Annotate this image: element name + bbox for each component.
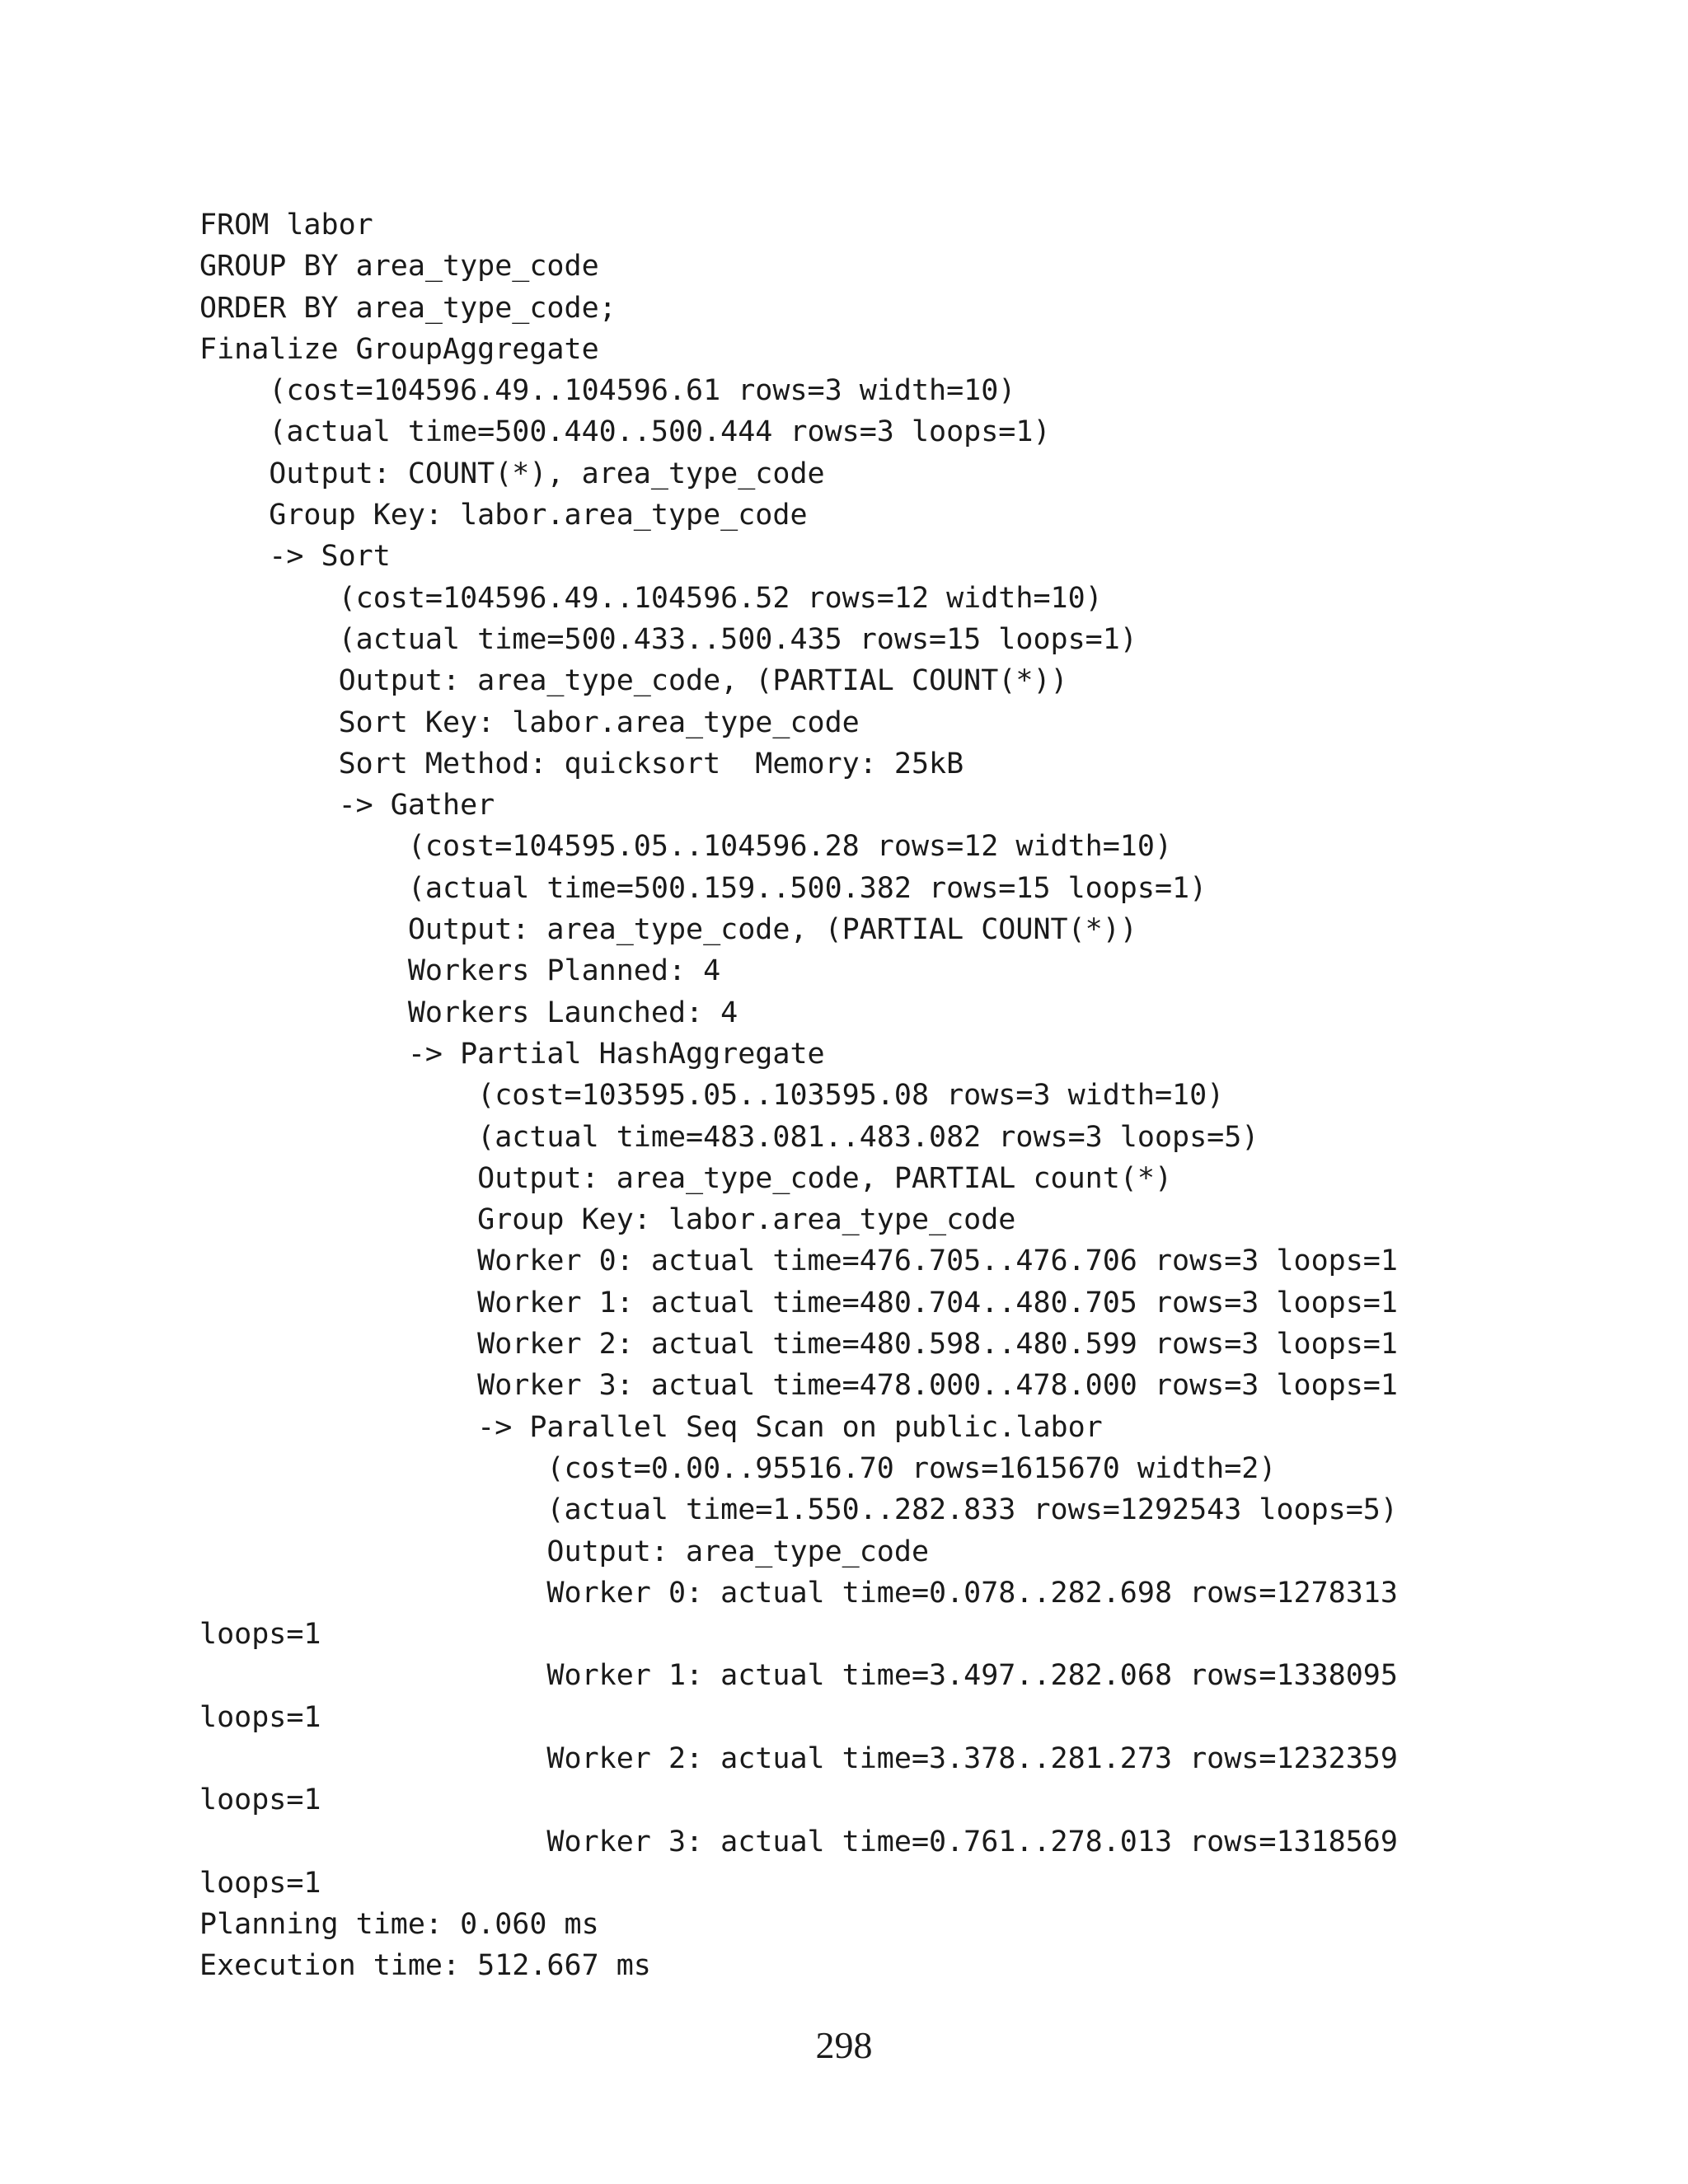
code-line: Worker 1: actual time=3.497..282.068 rows=1338095 [199, 1659, 1398, 1693]
code-line: (actual time=500.433..500.435 rows=15 loops=1) [199, 622, 1137, 656]
code-line: Workers Planned: 4 [199, 954, 721, 988]
code-line: Worker 3: actual time=0.761..278.013 rows=1318569 [199, 1825, 1398, 1858]
code-line: Output: area_type_code, (PARTIAL COUNT(*)) [199, 664, 1068, 698]
code-line: loops=1 [199, 1866, 321, 1900]
code-line: (cost=104596.49..104596.61 rows=3 width=10) [199, 374, 1016, 408]
code-line: (cost=104595.05..104596.28 rows=12 width=10) [199, 830, 1173, 864]
code-line: -> Gather [199, 789, 495, 823]
code-line: -> Parallel Seq Scan on public.labor [199, 1410, 1103, 1444]
code-line: Workers Launched: 4 [199, 996, 738, 1029]
code-line: (cost=104596.49..104596.52 rows=12 width=10) [199, 581, 1103, 615]
code-line: Finalize GroupAggregate [199, 332, 599, 366]
code-line: -> Partial HashAggregate [199, 1037, 825, 1071]
code-line: Group Key: labor.area_type_code [199, 499, 808, 532]
code-line: Sort Key: labor.area_type_code [199, 705, 860, 739]
code-line: Worker 0: actual time=0.078..282.698 rows=1278313 [199, 1576, 1398, 1610]
code-line: Output: COUNT(*), area_type_code [199, 457, 825, 490]
code-line: (cost=103595.05..103595.08 rows=3 width=10) [199, 1079, 1225, 1113]
code-line: Group Key: labor.area_type_code [199, 1203, 1016, 1237]
code-line: Worker 0: actual time=476.705..476.706 rows=3 loops=1 [199, 1244, 1398, 1278]
code-line: (cost=0.00..95516.70 rows=1615670 width=2) [199, 1451, 1277, 1485]
query-plan-code-block [199, 204, 1398, 1987]
code-line: loops=1 [199, 1700, 321, 1734]
code-line: (actual time=500.440..500.444 rows=3 loops=1) [199, 415, 1051, 449]
code-line: FROM labor [199, 209, 373, 241]
code-line: loops=1 [199, 1618, 321, 1652]
code-line: ORDER BY area_type_code; [199, 291, 617, 325]
code-line: Planning time: 0.060 ms [199, 1908, 599, 1942]
code-line: (actual time=1.550..282.833 rows=1292543 loops=5) [199, 1493, 1398, 1527]
code-line: loops=1 [199, 1783, 321, 1817]
code-line: Worker 2: actual time=480.598..480.599 rows=3 loops=1 [199, 1328, 1398, 1361]
page-number: 298 [815, 2024, 873, 2066]
code-line: Sort Method: quicksort Memory: 25kB [199, 747, 964, 780]
code-line: Worker 3: actual time=478.000..478.000 rows=3 loops=1 [199, 1369, 1398, 1403]
code-line: Output: area_type_code, PARTIAL count(*) [199, 1161, 1173, 1195]
code-line: Worker 1: actual time=480.704..480.705 rows=3 loops=1 [199, 1286, 1398, 1319]
code-line: (actual time=500.159..500.382 rows=15 loops=1) [199, 871, 1207, 905]
code-line: Output: area_type_code [199, 1535, 930, 1568]
code-line: Worker 2: actual time=3.378..281.273 rows=1232359 [199, 1741, 1398, 1775]
code-line: GROUP BY area_type_code [199, 250, 599, 284]
code-line: Output: area_type_code, (PARTIAL COUNT(*)) [199, 913, 1137, 947]
code-line: -> Sort [199, 540, 391, 574]
code-line: (actual time=483.081..483.082 rows=3 loops=5) [199, 1120, 1259, 1154]
code-line: Execution time: 512.667 ms [199, 1949, 651, 1983]
